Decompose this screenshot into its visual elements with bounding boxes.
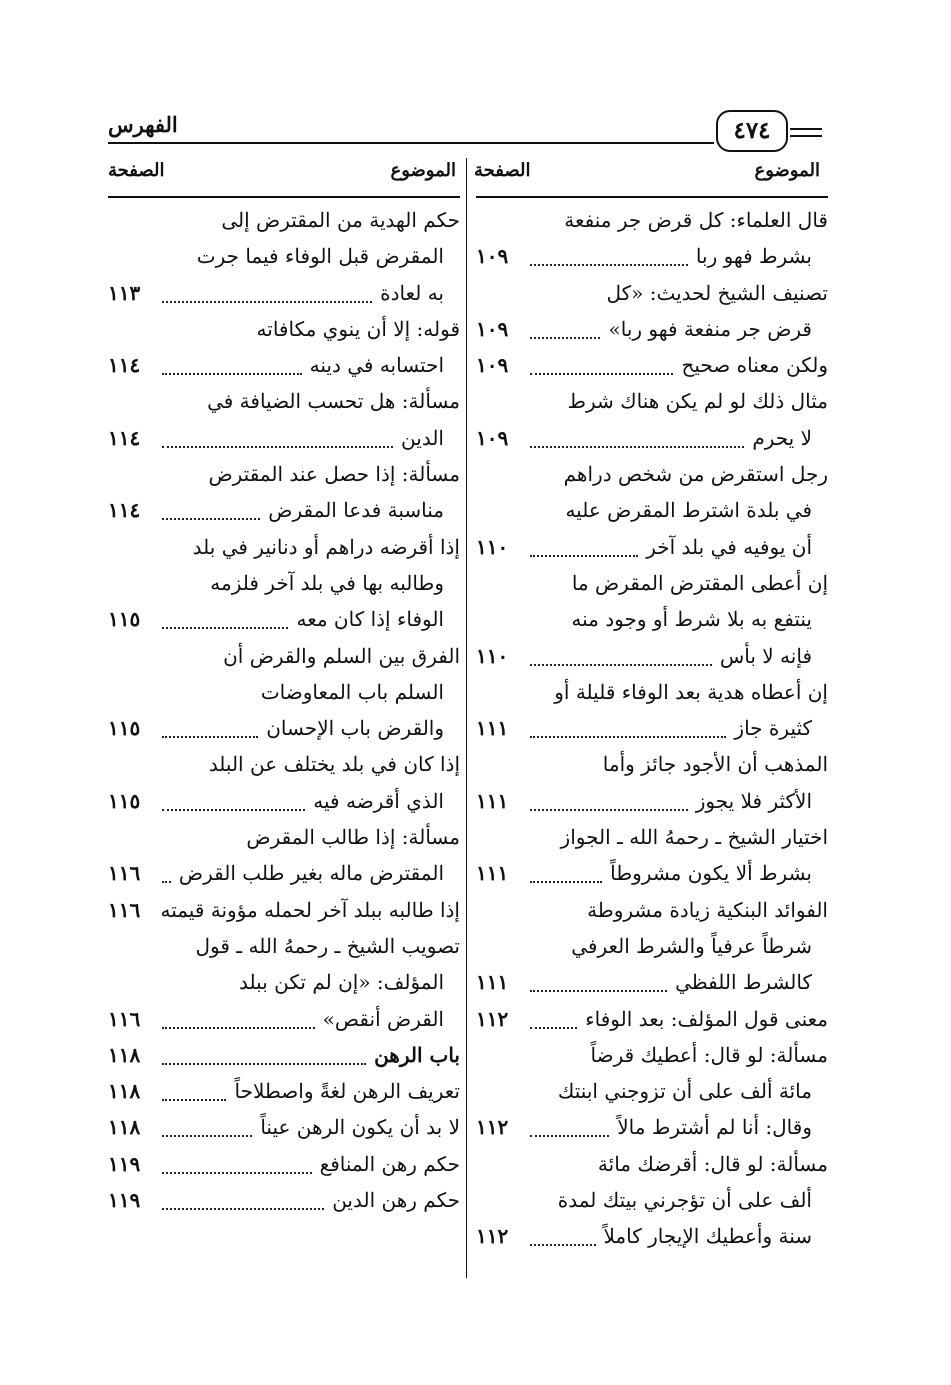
index-entry [476,964,828,1000]
entry-page-number: ١١٩ [108,1188,141,1213]
left-index-column [108,202,460,1218]
index-entry [476,383,828,419]
index-entry [108,746,460,782]
index-entry [108,492,460,528]
dot-leader [530,1135,609,1137]
index-entry [108,202,460,238]
dot-leader [162,373,302,375]
index-entry [108,601,460,637]
index-entry [476,1001,828,1037]
entry-topic: مائة ألف على أن تزوجني ابنتك [557,1079,812,1104]
dot-leader [162,518,260,520]
entry-topic: السلم باب المعاوضات [260,679,444,704]
index-entry [108,964,460,1000]
dot-leader [530,1027,577,1029]
entry-page-number: ١١٦ [108,1006,141,1031]
dot-leader [162,446,393,448]
entry-topic: المؤلف: «إن لم تكن ببلد [239,970,444,995]
entry-page-number: ١٠٩ [476,425,509,450]
dot-leader [530,736,726,738]
index-entry [476,855,828,891]
index-entry [476,928,828,964]
dot-leader [530,446,744,448]
index-entry [476,420,828,456]
index-entry [108,819,460,855]
entry-page-number: ١١٤ [108,498,141,523]
index-entry [476,1109,828,1145]
index-entry [108,855,460,891]
entry-topic: الوفاء إذا كان معه [296,607,444,632]
index-entry [476,311,828,347]
index-entry [476,746,828,782]
entry-topic: الفرق بين السلم والقرض أن [223,643,460,668]
entry-topic: بشرط فهو ربا [695,244,812,269]
index-entry [108,710,460,746]
entry-topic: قوله: إلا أن ينوي مكافاته [256,316,460,341]
index-entry [476,819,828,855]
entry-topic: القرض أنقص» [322,1006,444,1031]
dot-leader [530,264,688,266]
entry-topic: لا يحرم [752,425,812,450]
index-entry [476,1218,828,1254]
entry-page-number: ١١٠ [476,643,509,668]
entry-topic: حكم الهدية من المقترض إلى [221,208,460,232]
index-entry [476,783,828,819]
entry-topic: فإنه لا بأس [719,643,812,668]
index-entry [108,1073,460,1109]
right-index-column [476,202,828,1255]
dot-leader [162,1172,312,1174]
entry-page-number: ١١٢ [476,1006,509,1031]
entry-topic: الذي أقرضه فيه [313,788,444,813]
index-entry [476,1073,828,1109]
dot-leader [530,337,600,339]
entry-page-number: ١١٥ [108,607,141,632]
entry-topic: الأكثر فلا يجوز [695,788,812,813]
entry-topic: مثال ذلك لو لم يكن هناك شرط [567,389,828,414]
dot-leader [162,1135,252,1137]
index-entry [108,1109,460,1145]
right-topic-header: الموضوع [754,160,820,181]
dot-leader [530,664,712,666]
entry-page-number: ١١٥ [108,788,141,813]
left-header-rule [108,196,460,198]
index-entry [108,1001,460,1037]
index-entry [108,1146,460,1182]
index-entry [108,420,460,456]
index-entry [476,202,828,238]
index-entry [108,383,460,419]
index-entry [108,456,460,492]
dot-leader [162,1027,315,1029]
index-entry [108,1037,460,1073]
entry-page-number: ١١٤ [108,425,141,450]
dot-leader [162,1208,324,1210]
index-entry [108,565,460,601]
dot-leader [530,881,602,883]
left-page-header: الصفحة [108,160,165,181]
index-entry [108,1182,460,1218]
entry-page-number: ١١٠ [476,534,509,559]
dot-leader [162,736,258,738]
index-entry [476,347,828,383]
entry-topic: بشرط ألا يكون مشروطاً [610,861,812,886]
entry-topic: الفوائد البنكية زيادة مشروطة [587,897,828,922]
entry-topic: ولكن معناه صحيح [681,353,828,378]
entry-page-number: ١٠٩ [476,353,509,378]
left-topic-header: الموضوع [390,160,456,181]
dot-leader [530,1244,596,1246]
entry-topic: شرطاً عرفياً والشرط العرفي [571,933,812,958]
dot-leader [530,555,638,557]
entry-topic: به لعادة [380,280,444,305]
index-entry [476,1146,828,1182]
entry-topic: تعريف الرهن لغةً واصطلاحاً [234,1079,460,1104]
index-entry [476,710,828,746]
dot-leader [162,809,305,811]
dot-leader [530,809,688,811]
entry-topic: قال العلماء: كل قرض جر منفعة [564,208,828,232]
dot-leader [530,373,673,375]
entry-page-number: ١١٨ [108,1115,141,1140]
entry-topic: المقترض ماله بغير طلب القرض [178,861,444,886]
entry-topic: في بلدة اشترط المقرض عليه [565,498,812,523]
entry-page-number: ١١٦ [108,897,141,922]
entry-page-number: ١١١ [476,970,509,995]
entry-page-number: ١١٩ [108,1151,141,1176]
index-entry [476,492,828,528]
entry-page-number: ١١٨ [108,1042,141,1067]
dot-leader [162,627,288,629]
entry-topic: مسألة: هل تحسب الضيافة في [207,389,460,414]
entry-topic: مسألة: لو قال: أقرضك مائة [597,1151,828,1176]
entry-topic: مسألة: إذا طالب المقرض [246,825,460,850]
index-entry [476,529,828,565]
index-entry [108,238,460,274]
entry-topic: المذهب أن الأجود جائز وأما [602,752,828,777]
entry-topic: كالشرط اللفظي [675,970,812,995]
dot-leader [162,1099,226,1101]
entry-topic: تصنيف الشيخ لحديث: «كل [606,280,828,305]
entry-topic: والقرض باب الإحسان [266,716,444,741]
entry-page-number: ١١١ [476,788,509,813]
index-entry [476,275,828,311]
index-entry [108,783,460,819]
entry-topic: مسألة: لو قال: أعطيك قرضاً [590,1042,828,1067]
index-entry [476,674,828,710]
entry-topic: إن أعطاه هدية بعد الوفاء قليلة أو [554,679,828,704]
entry-topic: لا بد أن يكون الرهن عيناً [260,1115,460,1140]
entry-topic: احتسابه في دينه [309,353,444,378]
entry-topic: وقال: أنا لم أشترط مالاً [617,1115,812,1140]
entry-page-number: ١١٤ [108,353,141,378]
column-divider [466,158,467,1278]
header-rule-ornament [790,135,822,137]
running-title: الفهرس [108,112,178,137]
index-entry [476,456,828,492]
right-page-header: الصفحة [474,160,531,181]
index-entry [476,238,828,274]
entry-topic: وطالبه بها في بلد آخر فلزمه [210,570,444,595]
entry-topic: إذا أقرضه دراهم أو دنانير في بلد [192,534,460,559]
index-entry [108,638,460,674]
entry-topic: مسألة: إذا حصل عند المقترض [208,462,460,487]
entry-page-number: ١١١ [476,716,509,741]
index-entry [476,892,828,928]
entry-topic: حكم رهن الدين [332,1188,460,1213]
index-entry [108,311,460,347]
right-header-rule [476,196,828,198]
index-entry [108,892,460,928]
dot-leader [530,990,667,992]
entry-topic: ألف على أن تؤجرني بيتك لمدة [557,1188,812,1213]
entry-page-number: ١١٥ [108,716,141,741]
index-entry [108,529,460,565]
entry-topic: اختيار الشيخ ـ رحمهُ الله ـ الجواز [560,825,828,850]
entry-topic: ينتفع به بلا شرط أو وجود منه [571,607,812,632]
page-number: ٤٧٤ [716,110,788,152]
entry-page-number: ١١٢ [476,1115,509,1140]
header-rule-ornament [790,128,822,130]
dot-leader [162,301,372,303]
entry-topic: معنى قول المؤلف: بعد الوفاء [585,1006,828,1031]
index-entry [476,1182,828,1218]
entry-page-number: ١٠٩ [476,244,509,269]
index-entry [108,275,460,311]
dot-leader [162,1063,366,1065]
entry-page-number: ١١٢ [476,1224,509,1249]
entry-page-number: ١١٦ [108,861,141,886]
entry-topic: كثيرة جاز [734,716,812,741]
index-entry [476,565,828,601]
entry-page-number: ١٠٩ [476,316,509,341]
entry-topic: سنة وأعطيك الإيجار كاملاً [603,1224,812,1249]
entry-topic: إذا طالبه ببلد آخر لحمله مؤونة قيمته [160,897,460,922]
entry-topic: إن أعطى المقترض المقرض ما [571,570,828,595]
entry-topic: إذا كان في بلد يختلف عن البلد [208,752,460,777]
header-rule [108,142,714,144]
index-entry [108,674,460,710]
entry-topic: قرض جر منفعة فهو ربا» [608,316,812,341]
index-entry [108,347,460,383]
entry-topic: المقرض قبل الوفاء فيما جرت [196,244,444,269]
entry-topic: مناسبة فدعا المقرض [268,498,444,523]
index-entry [476,601,828,637]
entry-page-number: ١١٨ [108,1079,141,1104]
entry-topic: رجل استقرض من شخص دراهم [563,462,828,487]
entry-topic: حكم رهن المنافع [319,1151,460,1176]
entry-topic: باب الرهن [374,1042,460,1067]
entry-topic: أن يوفيه في بلد آخر [646,534,812,559]
index-entry [476,638,828,674]
entry-page-number: ١١١ [476,861,509,886]
index-entry [476,1037,828,1073]
entry-topic: الدين [401,425,444,450]
index-entry [108,928,460,964]
entry-page-number: ١١٣ [108,280,141,305]
entry-topic: تصويب الشيخ ـ رحمهُ الله ـ قول [195,933,460,958]
